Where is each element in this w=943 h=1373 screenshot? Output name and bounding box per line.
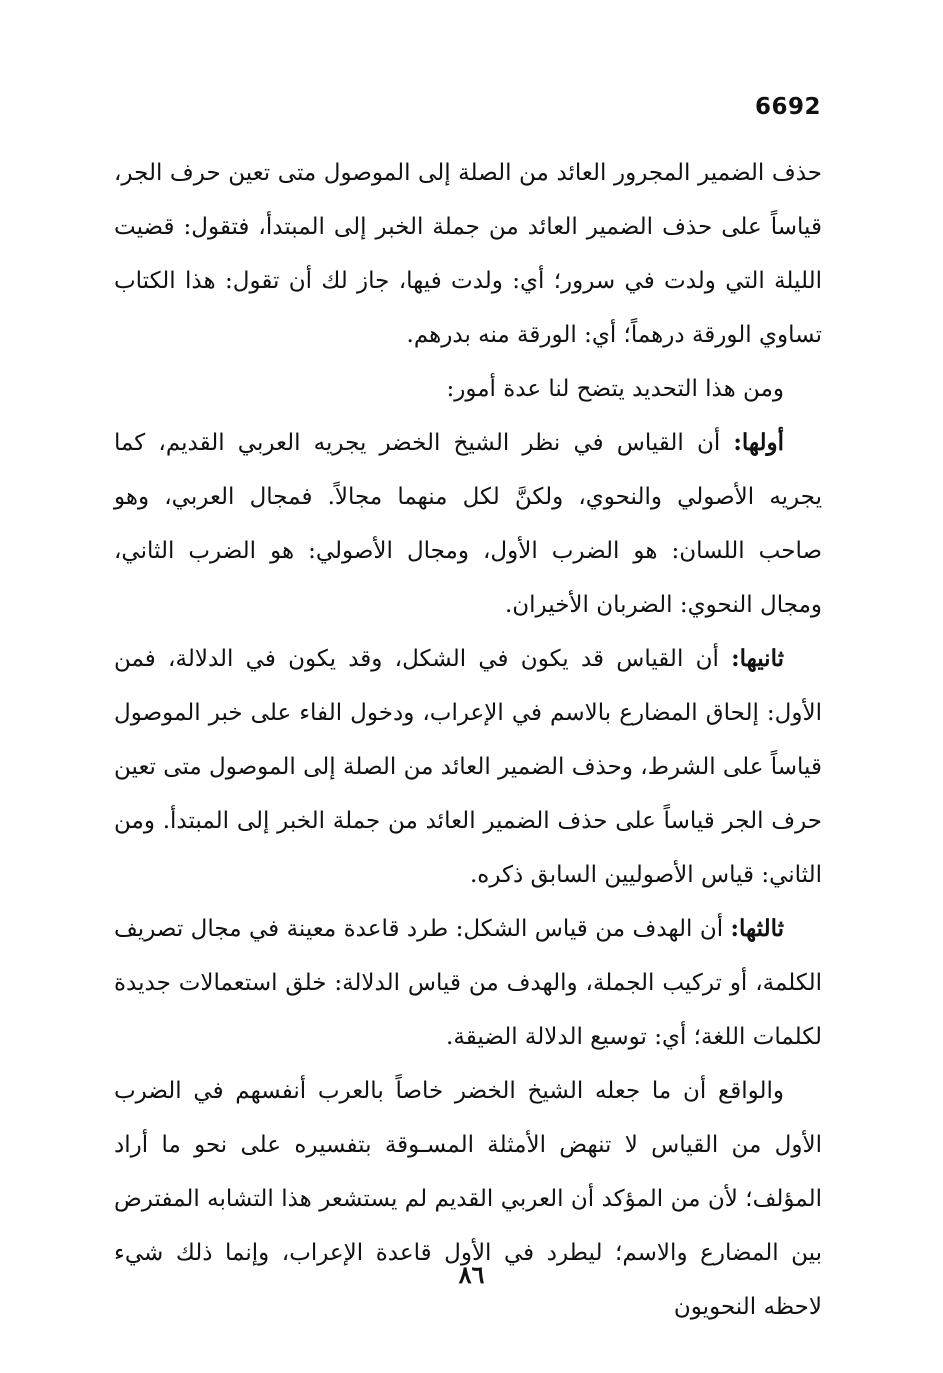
paragraph-6 [114,1064,822,1334]
paragraph-body: والواقع أن ما جعله الشيخ الخضر خاصاً بالعرب أنفسهم في الضرب الأول من القياس لا تنهض الأمثلة المسـوقة بتفسيره على نحو ما أراد المؤلف؛ لأن من المؤكد أن العربي القديم لم يستشعر هذا التشابه المفترض بين المضارع والاسم؛ ليطرد في الأول قاعدة الإعراب، وإنما ذلك شيء لاحظه النحويون [114,1078,822,1320]
body-text [114,146,822,1334]
paragraph-4 [114,632,822,902]
page-id-number: 6692 [754,94,821,120]
paragraph-1 [114,146,822,362]
paragraph-lead: أولها: [733,429,784,456]
paragraph-body: حذف الضمير المجرور العائد من الصلة إلى الموصول متى تعين حرف الجر، قياساً على حذف الضمير العائد من جملة الخبر إلى المبتدأ، فتقول: قضيت الليلة التي ولدت في سرور؛ أي: ولدت فيها، جاز لك أن تقول: هذا الكتاب تساوي الورقة درهماً؛ أي: الورقة منه بدرهم. [114,160,822,348]
paragraph-lead: ثالثها: [730,915,784,942]
paragraph-2 [114,362,822,416]
paragraph-body: أن القياس قد يكون في الشكل، وقد يكون في الدلالة، فمن الأول: إلحاق المضارع بالاسم في الإعراب، ودخول الفاء على خبر الموصول قياساً على الشرط، وحذف الضمير العائد من الصلة إلى الموصول متى تعين حرف الجر قياساً على حذف الضمير العائد من جملة الخبر إلى المبتدأ. ومن الثاني: قياس الأصوليين السابق ذكره. [114,646,822,888]
paragraph-3 [114,416,822,632]
paragraph-body: أن الهدف من قياس الشكل: طرد قاعدة معينة في مجال تصريف الكلمة، أو تركيب الجملة، والهدف من قياس الدلالة: خلق استعمالات جديدة لكلمات اللغة؛ أي: توسيع الدلالة الضيقة. [114,916,822,1050]
paragraph-5 [114,902,822,1064]
paragraph-lead: ثانيها: [731,645,784,672]
paragraph-body: ومن هذا التحديد يتضح لنا عدة أمور: [446,376,784,402]
paragraph-body: أن القياس في نظر الشيخ الخضر يجريه العربي القديم، كما يجريه الأصولي والنحوي، ولكنَّ لكل منهما مجالاً. فمجال العربي، وهو صاحب اللسان: هو الضرب الأول، ومجال الأصولي: هو الضرب الثاني، ومجال النحوي: الضربان الأخيران. [114,430,822,618]
page-number: ٨٦ [458,1260,485,1289]
